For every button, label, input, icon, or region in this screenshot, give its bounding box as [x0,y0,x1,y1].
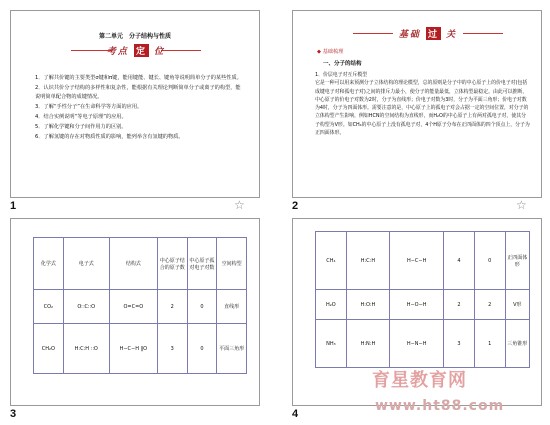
watermark-brand: 育星教育网 [372,370,467,391]
lone-pair-cell: 1 [474,320,505,368]
slide-2-thumbnail[interactable] [292,10,542,198]
slide-2-header [353,27,503,39]
objective-item: 6．了解氢键的存在对物质性质的影响，能列举含有氢键的物质。 [35,133,184,140]
shape-cell: 平面三角形 [217,324,247,374]
slide-number: 3 [10,408,17,420]
header-right: 关 [446,30,458,40]
slide-2-body [315,71,530,137]
slide-number: 4 [292,408,299,420]
slide-1-thumbnail[interactable] [10,10,260,198]
electron-formula-cell: O∷C∷O [63,290,109,324]
formula-cell: CH₄ [316,232,347,290]
objectives-list [35,74,245,143]
formula-cell: CH₂O [34,324,64,374]
formula-cell: H₂O [316,290,347,320]
electron-formula-cell: H:O:H [346,290,389,320]
bonded-count-cell: 3 [444,320,475,368]
table-row [34,324,247,374]
table-header: 结构式 [109,238,157,290]
banner-box: 定 [134,44,149,57]
objective-item: 1．了解共价键的主要类型σ键和π键，能用键能、键长、键角等说明简单分子的某些性质。 [35,75,242,81]
slide-number: 1 [10,200,17,212]
table-header: 化学式 [34,238,64,290]
structural-formula-cell: H−C−H ‖O [109,324,157,374]
body-paragraph: 1．价层电子对互斥模型 [315,72,368,78]
star-icon[interactable]: ☆ [516,198,527,212]
formula-cell: NH₃ [316,320,347,368]
objective-item: 4．结合实例说明“等电子原理”的应用。 [35,113,127,120]
bonded-count-cell: 4 [444,232,475,290]
shape-cell: 正四面体形 [505,232,529,290]
molecule-table [315,231,530,368]
electron-formula-cell: H:C:H ∷O [63,324,109,374]
structural-formula-cell: H−N−H [390,320,444,368]
structural-formula-cell: H−O−H [390,290,444,320]
objective-item: 2．认识共价分子结构的多样性和复杂性，能根据有关理论判断简单分子或离子的构型，能说明简单配合物的成键情况。 [35,85,241,100]
banner-left: 考点 [106,47,129,57]
lone-pair-cell: 0 [187,290,217,324]
electron-formula-cell: H:C:H [346,232,389,290]
watermark-url: www.ht88.com [375,398,505,414]
shape-cell: V形 [505,290,529,320]
bonded-count-cell: 2 [157,290,187,324]
table-row [316,232,530,290]
star-icon[interactable]: ☆ [234,198,245,212]
structural-formula-cell: O=C=O [109,290,157,324]
table-header: 中心原子孤对电子对数 [187,238,217,290]
table-row [316,290,530,320]
table-header: 电子式 [63,238,109,290]
formula-cell: CO₂ [34,290,64,324]
slide-1-banner [71,44,201,56]
body-paragraph: 它是一种可以用来预测分子立体结构的理论模型，总的原则是分子中的中心原子上的价电子对(包括成键电子对和孤电子对)之间的排斥力最小，使分子的能量最低，立体构型最稳定。由此可以推断，中心原子的价电子对数为2时，分子为直线形；价电子对数为3时，分子为平面三角形；价电子对数为4时，分子为四面体形。需要注意的是，中心原子上的孤电子对会占据一定的空间位置，对分子的立体构型产生影响，例如HCN的空间结构为直线形，而H₂O的中心原子上有两对孤电子对，使其分子构型为V形。如CH₄的中心原子上没有孤电子对，4个H原子分布在正四面体的四个顶点上，分子为正四面体形。 [315,80,530,137]
bonded-count-cell: 2 [444,290,475,320]
lone-pair-cell: 2 [474,290,505,320]
table-row [316,320,530,368]
header-left: 基础 [398,30,421,40]
slide-1-title: 第二单元 分子结构与性质 [98,33,171,40]
table-header: 中心原子结合的原子数 [157,238,187,290]
structural-formula-cell: H−C−H [390,232,444,290]
shape-cell: 直线形 [217,290,247,324]
subsection-title: 一、分子的结构 [323,61,362,67]
table-row [34,290,247,324]
objective-item: 3．了解“手性分子”在生命科学等方面的应用。 [35,103,143,110]
slide-number: 2 [292,200,299,212]
table-header: 空间构型 [217,238,247,290]
electron-formula-cell: H:N:H [346,320,389,368]
lone-pair-cell: 0 [474,232,505,290]
header-box: 过 [426,27,441,40]
shape-cell: 三角锥形 [505,320,529,368]
section-label: ◆ 基础梳理 [317,49,344,55]
slide-3-thumbnail[interactable] [10,218,260,406]
bonded-count-cell: 3 [157,324,187,374]
banner-right: 位 [154,47,166,57]
lone-pair-cell: 0 [187,324,217,374]
objective-item: 5．了解化学键和分子间作用力的区别。 [35,123,127,130]
molecule-table [33,237,247,374]
